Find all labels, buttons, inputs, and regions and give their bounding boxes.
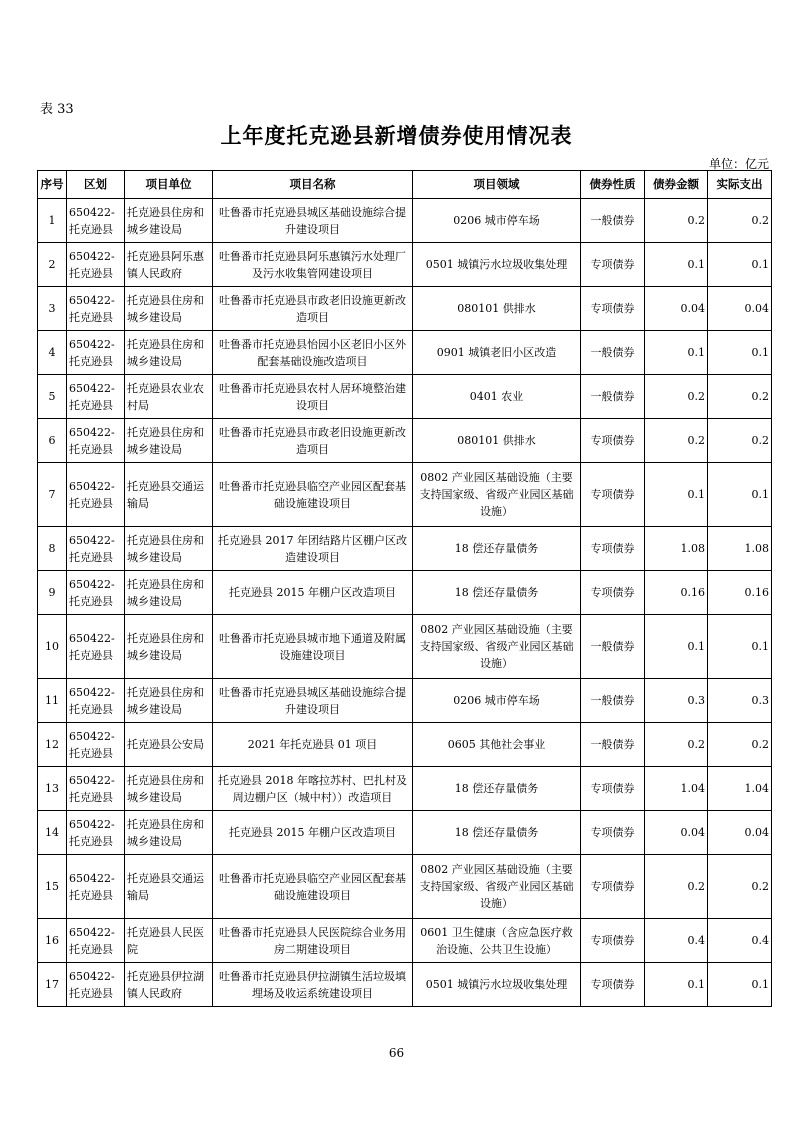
table-row <box>38 855 772 919</box>
cell-unit: 托克逊县伊拉湖镇人民政府 <box>125 963 213 1007</box>
cell-bond-type: 专项债券 <box>581 963 645 1007</box>
header-name: 项目名称 <box>213 171 413 199</box>
cell-bond-type: 一般债券 <box>581 615 645 679</box>
header-domain: 项目领域 <box>413 171 581 199</box>
cell-domain: 080101 供排水 <box>413 287 581 331</box>
page-number: 66 <box>388 1046 405 1060</box>
unit-label: 单位：亿元 <box>708 157 769 171</box>
cell-domain: 18 偿还存量债务 <box>413 527 581 571</box>
cell-bond-amount: 0.1 <box>645 463 708 527</box>
cell-actual-spent: 0.1 <box>708 463 772 527</box>
cell-bond-type: 专项债券 <box>581 463 645 527</box>
cell-bond-amount: 0.2 <box>645 419 708 463</box>
cell-domain: 0802 产业园区基础设施（主要支持国家级、省级产业园区基础设施） <box>413 855 581 919</box>
cell-actual-spent: 0.2 <box>708 419 772 463</box>
cell-unit: 托克逊县住房和城乡建设局 <box>125 767 213 811</box>
cell-unit: 托克逊县住房和城乡建设局 <box>125 331 213 375</box>
cell-region: 650422-托克逊县 <box>67 331 125 375</box>
cell-no: 1 <box>38 199 67 243</box>
header-row <box>38 171 772 199</box>
cell-no: 13 <box>38 767 67 811</box>
table-label: 表 33 <box>40 102 74 117</box>
cell-actual-spent: 0.1 <box>708 963 772 1007</box>
cell-project-name: 吐鲁番市托克逊县农村人居环境整治建设项目 <box>213 375 413 419</box>
cell-actual-spent: 0.4 <box>708 919 772 963</box>
cell-region: 650422-托克逊县 <box>67 767 125 811</box>
cell-unit: 托克逊县住房和城乡建设局 <box>125 571 213 615</box>
cell-region: 650422-托克逊县 <box>67 723 125 767</box>
cell-unit: 托克逊县农业农村局 <box>125 375 213 419</box>
cell-project-name: 吐鲁番市托克逊县怡园小区老旧小区外配套基础设施改造项目 <box>213 331 413 375</box>
header-region: 区划 <box>67 171 125 199</box>
cell-bond-amount: 1.08 <box>645 527 708 571</box>
cell-bond-type: 专项债券 <box>581 419 645 463</box>
cell-bond-amount: 0.2 <box>645 375 708 419</box>
header-no: 序号 <box>38 171 67 199</box>
cell-region: 650422-托克逊县 <box>67 287 125 331</box>
header-unit: 项目单位 <box>125 171 213 199</box>
cell-project-name: 吐鲁番市托克逊县市政老旧设施更新改造项目 <box>213 287 413 331</box>
table-row <box>38 287 772 331</box>
table-body <box>38 199 772 1007</box>
cell-no: 7 <box>38 463 67 527</box>
table-row <box>38 463 772 527</box>
cell-bond-amount: 0.2 <box>645 723 708 767</box>
cell-actual-spent: 1.08 <box>708 527 772 571</box>
cell-region: 650422-托克逊县 <box>67 419 125 463</box>
cell-bond-amount: 0.1 <box>645 963 708 1007</box>
cell-project-name: 吐鲁番市托克逊县人民医院综合业务用房二期建设项目 <box>213 919 413 963</box>
cell-domain: 18 偿还存量债务 <box>413 571 581 615</box>
cell-bond-type: 专项债券 <box>581 855 645 919</box>
cell-region: 650422-托克逊县 <box>67 811 125 855</box>
cell-bond-amount: 0.1 <box>645 615 708 679</box>
cell-region: 650422-托克逊县 <box>67 919 125 963</box>
table-row <box>38 375 772 419</box>
cell-bond-amount: 0.4 <box>645 919 708 963</box>
cell-bond-type: 专项债券 <box>581 287 645 331</box>
table-row <box>38 199 772 243</box>
cell-unit: 托克逊县交通运输局 <box>125 463 213 527</box>
cell-bond-type: 专项债券 <box>581 527 645 571</box>
table-row <box>38 679 772 723</box>
cell-bond-amount: 0.3 <box>645 679 708 723</box>
cell-domain: 0601 卫生健康（含应急医疗救治设施、公共卫生设施） <box>413 919 581 963</box>
cell-domain: 0605 其他社会事业 <box>413 723 581 767</box>
cell-actual-spent: 1.04 <box>708 767 772 811</box>
page-title: 上年度托克逊县新增债券使用情况表 <box>220 124 573 148</box>
cell-actual-spent: 0.3 <box>708 679 772 723</box>
table-row <box>38 331 772 375</box>
cell-domain: 18 偿还存量债务 <box>413 767 581 811</box>
cell-unit: 托克逊县住房和城乡建设局 <box>125 199 213 243</box>
cell-project-name: 吐鲁番市托克逊县阿乐惠镇污水处理厂及污水收集管网建设项目 <box>213 243 413 287</box>
cell-bond-amount: 0.1 <box>645 243 708 287</box>
cell-project-name: 吐鲁番市托克逊县伊拉湖镇生活垃圾填埋场及收运系统建设项目 <box>213 963 413 1007</box>
cell-domain: 0901 城镇老旧小区改造 <box>413 331 581 375</box>
cell-project-name: 吐鲁番市托克逊县城区基础设施综合提升建设项目 <box>213 199 413 243</box>
cell-region: 650422-托克逊县 <box>67 963 125 1007</box>
cell-project-name: 托克逊县 2018 年喀拉苏村、巴扎村及周边棚户区（城中村））改造项目 <box>213 767 413 811</box>
cell-region: 650422-托克逊县 <box>67 375 125 419</box>
cell-no: 10 <box>38 615 67 679</box>
cell-no: 6 <box>38 419 67 463</box>
header-amount: 债券金额 <box>645 171 708 199</box>
cell-bond-amount: 0.2 <box>645 199 708 243</box>
cell-no: 12 <box>38 723 67 767</box>
cell-domain: 0802 产业园区基础设施（主要支持国家级、省级产业园区基础设施） <box>413 615 581 679</box>
cell-no: 5 <box>38 375 67 419</box>
cell-bond-type: 专项债券 <box>581 243 645 287</box>
cell-bond-amount: 0.04 <box>645 811 708 855</box>
cell-domain: 0501 城镇污水垃圾收集处理 <box>413 243 581 287</box>
table-row <box>38 919 772 963</box>
table-row <box>38 615 772 679</box>
cell-bond-type: 一般债券 <box>581 723 645 767</box>
cell-no: 17 <box>38 963 67 1007</box>
cell-bond-type: 一般债券 <box>581 331 645 375</box>
table-row <box>38 419 772 463</box>
cell-domain: 0206 城市停车场 <box>413 679 581 723</box>
cell-unit: 托克逊县公安局 <box>125 723 213 767</box>
cell-region: 650422-托克逊县 <box>67 615 125 679</box>
cell-region: 650422-托克逊县 <box>67 679 125 723</box>
cell-domain: 0802 产业园区基础设施（主要支持国家级、省级产业园区基础设施） <box>413 463 581 527</box>
table-row <box>38 571 772 615</box>
cell-region: 650422-托克逊县 <box>67 527 125 571</box>
cell-domain: 0501 城镇污水垃圾收集处理 <box>413 963 581 1007</box>
cell-unit: 托克逊县住房和城乡建设局 <box>125 811 213 855</box>
cell-actual-spent: 0.16 <box>708 571 772 615</box>
cell-actual-spent: 0.2 <box>708 723 772 767</box>
header-type: 债券性质 <box>581 171 645 199</box>
cell-project-name: 吐鲁番市托克逊县市政老旧设施更新改造项目 <box>213 419 413 463</box>
header-spent: 实际支出 <box>708 171 772 199</box>
cell-no: 8 <box>38 527 67 571</box>
cell-bond-type: 专项债券 <box>581 767 645 811</box>
cell-project-name: 吐鲁番市托克逊县临空产业园区配套基础设施建设项目 <box>213 855 413 919</box>
cell-bond-amount: 1.04 <box>645 767 708 811</box>
cell-actual-spent: 0.1 <box>708 615 772 679</box>
cell-project-name: 2021 年托克逊县 01 项目 <box>213 723 413 767</box>
cell-no: 3 <box>38 287 67 331</box>
cell-bond-type: 专项债券 <box>581 571 645 615</box>
cell-no: 2 <box>38 243 67 287</box>
cell-bond-amount: 0.1 <box>645 331 708 375</box>
cell-actual-spent: 0.04 <box>708 811 772 855</box>
cell-project-name: 吐鲁番市托克逊县城区基础设施综合提升建设项目 <box>213 679 413 723</box>
cell-unit: 托克逊县阿乐惠镇人民政府 <box>125 243 213 287</box>
cell-no: 14 <box>38 811 67 855</box>
cell-project-name: 托克逊县 2015 年棚户区改造项目 <box>213 571 413 615</box>
cell-project-name: 吐鲁番市托克逊县临空产业园区配套基础设施建设项目 <box>213 463 413 527</box>
cell-actual-spent: 0.2 <box>708 375 772 419</box>
cell-actual-spent: 0.2 <box>708 855 772 919</box>
cell-project-name: 托克逊县 2017 年团结路片区棚户区改造建设项目 <box>213 527 413 571</box>
table-row <box>38 767 772 811</box>
cell-bond-amount: 0.2 <box>645 855 708 919</box>
table-row <box>38 963 772 1007</box>
cell-bond-type: 专项债券 <box>581 811 645 855</box>
cell-region: 650422-托克逊县 <box>67 199 125 243</box>
cell-unit: 托克逊县住房和城乡建设局 <box>125 527 213 571</box>
cell-no: 4 <box>38 331 67 375</box>
cell-bond-type: 一般债券 <box>581 375 645 419</box>
table-row <box>38 811 772 855</box>
table-row <box>38 723 772 767</box>
cell-region: 650422-托克逊县 <box>67 571 125 615</box>
cell-actual-spent: 0.1 <box>708 331 772 375</box>
cell-bond-type: 一般债券 <box>581 199 645 243</box>
cell-actual-spent: 0.1 <box>708 243 772 287</box>
cell-region: 650422-托克逊县 <box>67 855 125 919</box>
cell-bond-type: 一般债券 <box>581 679 645 723</box>
cell-region: 650422-托克逊县 <box>67 463 125 527</box>
cell-domain: 080101 供排水 <box>413 419 581 463</box>
cell-unit: 托克逊县住房和城乡建设局 <box>125 287 213 331</box>
table-row <box>38 527 772 571</box>
cell-bond-amount: 0.16 <box>645 571 708 615</box>
cell-bond-type: 专项债券 <box>581 919 645 963</box>
cell-project-name: 吐鲁番市托克逊县城市地下通道及附属设施建设项目 <box>213 615 413 679</box>
cell-domain: 18 偿还存量债务 <box>413 811 581 855</box>
cell-project-name: 托克逊县 2015 年棚户区改造项目 <box>213 811 413 855</box>
cell-no: 9 <box>38 571 67 615</box>
table-row <box>38 243 772 287</box>
cell-unit: 托克逊县住房和城乡建设局 <box>125 419 213 463</box>
cell-domain: 0401 农业 <box>413 375 581 419</box>
cell-actual-spent: 0.04 <box>708 287 772 331</box>
cell-no: 11 <box>38 679 67 723</box>
cell-no: 16 <box>38 919 67 963</box>
cell-bond-amount: 0.04 <box>645 287 708 331</box>
cell-actual-spent: 0.2 <box>708 199 772 243</box>
cell-unit: 托克逊县交通运输局 <box>125 855 213 919</box>
cell-no: 15 <box>38 855 67 919</box>
cell-region: 650422-托克逊县 <box>67 243 125 287</box>
cell-domain: 0206 城市停车场 <box>413 199 581 243</box>
cell-unit: 托克逊县住房和城乡建设局 <box>125 679 213 723</box>
cell-unit: 托克逊县住房和城乡建设局 <box>125 615 213 679</box>
cell-unit: 托克逊县人民医院 <box>125 919 213 963</box>
debt-usage-table <box>37 170 772 1007</box>
